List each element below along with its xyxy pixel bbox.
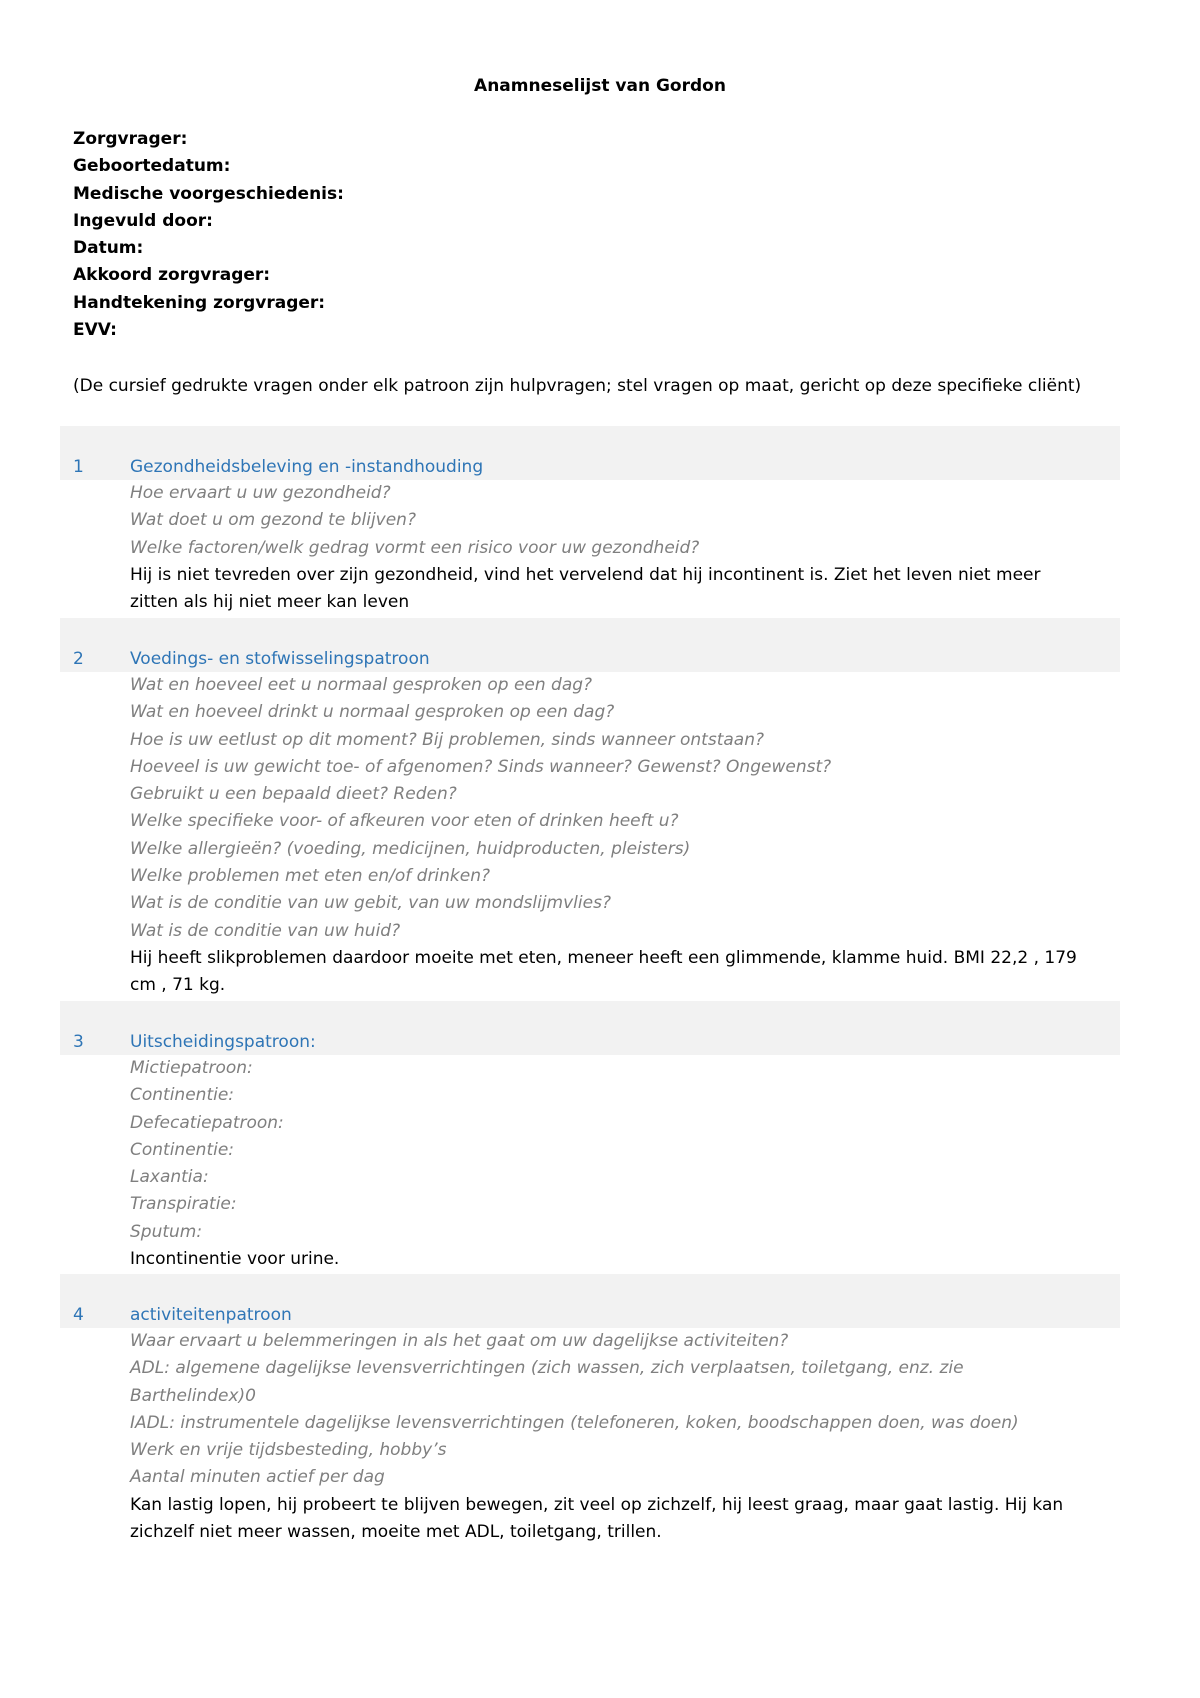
instruction-note: (De cursief gedrukte vragen onder elk patroon zijn hulpvragen; stel vragen op maat, gericht op deze specifieke cliënt) xyxy=(73,376,1082,396)
field-geboortedatum: Geboortedatum: xyxy=(73,156,231,177)
help-question: Sputum: xyxy=(130,1221,203,1242)
help-question: Werk en vrije tijdsbesteding, hobby’s xyxy=(130,1440,447,1461)
help-question: Welke factoren/welk gedrag vormt een risico voor uw gezondheid? xyxy=(130,537,700,558)
help-question: Waar ervaart u belemmeringen in als het gaat om uw dagelijkse activiteiten? xyxy=(130,1331,789,1351)
section-header xyxy=(60,426,1120,480)
field-akkoord-zorgvrager: Akkoord zorgvrager: xyxy=(73,265,271,286)
section-number: 1 xyxy=(73,457,84,477)
section-header xyxy=(60,1001,1120,1055)
section-header xyxy=(60,1274,1120,1328)
field-datum: Datum: xyxy=(73,238,144,259)
help-question: Mictiepatroon: xyxy=(130,1058,253,1078)
help-question: IADL: instrumentele dagelijkse levensverrichtingen (telefoneren, koken, boodschappen doen, was doen) xyxy=(130,1412,1019,1433)
help-question: Welke specifieke voor- of afkeuren voor eten of drinken heeft u? xyxy=(130,811,679,832)
patient-fields xyxy=(73,126,344,344)
section-body xyxy=(60,672,1090,1000)
help-question: Defecatiepatroon: xyxy=(130,1112,284,1133)
answer-text: Hij is niet tevreden over zijn gezondheid, vind het vervelend dat hij incontinent is. Ziet het leven niet meer zitten als hij niet meer kan leven xyxy=(130,564,1041,613)
help-question: Transpiratie: xyxy=(130,1194,237,1215)
help-question: Welke allergieën? (voeding, medicijnen, huidproducten, pleisters) xyxy=(130,838,691,859)
help-question: Hoe ervaart u uw gezondheid? xyxy=(130,483,391,503)
field-zorgvrager: Zorgvrager: xyxy=(73,129,188,149)
section-3 xyxy=(60,1001,1120,1273)
section-number: 3 xyxy=(73,1032,84,1052)
section-1 xyxy=(60,426,1120,616)
document-title: Anamneselijst van Gordon xyxy=(474,76,726,96)
help-question: Laxantia: xyxy=(130,1167,209,1188)
help-question: Welke problemen met eten en/of drinken? xyxy=(130,866,491,887)
field-ingevuld-door: Ingevuld door: xyxy=(73,210,213,231)
section-body xyxy=(60,1055,1090,1273)
help-question: Wat doet u om gezond te blijven? xyxy=(130,510,416,531)
help-question: ADL: algemene dagelijkse levensverrichtingen (zich wassen, zich verplaatsen, toiletgang, enz. zie Barthelindex)0 xyxy=(130,1358,964,1406)
section-title: Gezondheidsbeleving en -instandhouding xyxy=(130,457,484,477)
help-question: Wat is de conditie van uw gebit, van uw mondslijmvlies? xyxy=(130,893,611,914)
help-question: Wat en hoeveel drinkt u normaal gesproken op een dag? xyxy=(130,702,615,723)
section-body xyxy=(60,1328,1090,1546)
help-question: Gebruikt u een bepaald dieet? Reden? xyxy=(130,784,457,805)
section-2 xyxy=(60,618,1120,1000)
section-header xyxy=(60,618,1120,672)
section-title: Uitscheidingspatroon: xyxy=(130,1032,316,1052)
help-question: Hoe is uw eetlust op dit moment? Bij problemen, sinds wanneer ontstaan? xyxy=(130,729,764,750)
section-body xyxy=(60,480,1090,616)
section-number: 2 xyxy=(73,649,84,669)
answer-text: Kan lastig lopen, hij probeert te blijven bewegen, zit veel op zichzelf, hij leest graag, maar gaat lastig. Hij kan zichzelf niet meer wassen, moeite met ADL, toiletgang, trillen. xyxy=(130,1494,1064,1543)
answer-text: Incontinentie voor urine. xyxy=(130,1249,340,1270)
field-handtekening-zorgvrager: Handtekening zorgvrager: xyxy=(73,292,326,313)
help-question: Hoeveel is uw gewicht toe- of afgenomen? Sinds wanneer? Gewenst? Ongewenst? xyxy=(130,756,832,777)
field-medische-voorgeschiedenis: Medische voorgeschiedenis: xyxy=(73,183,344,204)
help-question: Continentie: xyxy=(130,1139,235,1160)
help-question: Aantal minuten actief per dag xyxy=(130,1467,385,1488)
section-title: activiteitenpatroon xyxy=(130,1305,292,1325)
section-4 xyxy=(60,1274,1120,1546)
section-number: 4 xyxy=(73,1305,84,1325)
answer-text: Hij heeft slikproblemen daardoor moeite met eten, meneer heeft een glimmende, klamme huid. BMI 22,2 , 179 cm , 71 kg. xyxy=(130,947,1077,996)
help-question: Wat en hoeveel eet u normaal gesproken op een dag? xyxy=(130,675,593,695)
help-question: Continentie: xyxy=(130,1085,235,1106)
field-evv: EVV: xyxy=(73,320,117,341)
section-title: Voedings- en stofwisselingspatroon xyxy=(130,649,430,669)
help-question: Wat is de conditie van uw huid? xyxy=(130,920,401,941)
